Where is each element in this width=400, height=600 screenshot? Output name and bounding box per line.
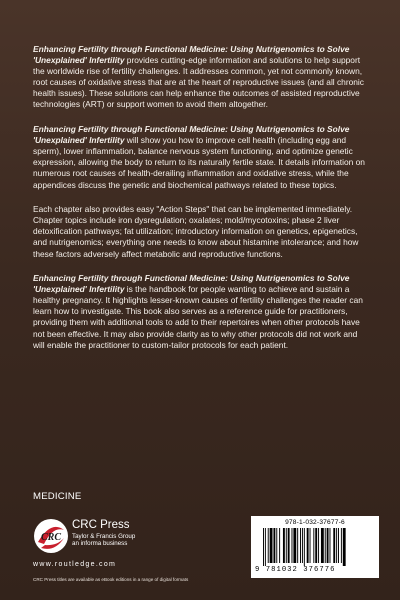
isbn-digits: 9 781032 376776 xyxy=(255,566,336,574)
publisher-group-line-2: an informa business xyxy=(72,540,128,548)
barcode-bar xyxy=(325,528,326,563)
crc-press-logo-icon xyxy=(33,518,69,554)
book-title-emphasis: Enhancing Fertility through Functional Medicine: Using Nutrigenomics to Solve 'Unexplained' Infertility xyxy=(33,124,350,146)
blurb-text xyxy=(33,44,371,364)
barcode-bar xyxy=(265,528,266,566)
barcode-bar xyxy=(304,528,305,566)
blurb-body: provides cutting-edge information and solutions to help support the worldwide rise of fertility challenges. It addresses common, yet not commonly known, root causes of oxidative stress that are at the heart of reproductive issues (and all chronic health issues). These solutions can help enhance the outcomes of assisted reproductive technologies (ART) or support women to avoid them altogether. xyxy=(33,55,364,110)
barcode-bar xyxy=(297,528,298,563)
barcode-bar xyxy=(310,528,311,563)
category-label: MEDICINE xyxy=(33,491,82,502)
blurb-paragraph-2 xyxy=(33,124,371,191)
crc-logo-text: CRC xyxy=(40,532,62,543)
barcode-bars xyxy=(261,528,369,566)
publisher-block xyxy=(33,516,233,566)
barcode-bar xyxy=(276,528,277,563)
barcode-bar xyxy=(283,528,285,563)
barcode-bar xyxy=(270,528,273,563)
blurb-paragraph-4 xyxy=(33,273,371,351)
publisher-group xyxy=(72,533,135,547)
barcode-bar xyxy=(341,528,342,563)
barcode-bar xyxy=(292,528,293,563)
barcode-bar xyxy=(315,528,317,563)
blurb-paragraph-3 xyxy=(33,204,371,259)
barcode-bar xyxy=(321,528,324,563)
publisher-group-line-1: Taylor & Francis Group xyxy=(72,533,136,540)
blurb-body: Each chapter also provides easy "Action Steps" that can be implemented immediately. Chapter topics include iron dysregulation; oxalates; mold/mycotoxins; phase 2 liver detoxification pathways; fat utilization; introductory information on genetics, epigenetics, and nutrigenomics; everything one needs to know about histamine intolerance; and how these factors adversely affect metabolic and reproductive functions. xyxy=(33,204,359,259)
book-title-emphasis: Enhancing Fertility through Functional Medicine: Using Nutrigenomics to Solve 'Unexplained' Infertility xyxy=(33,273,350,295)
barcode-bar xyxy=(288,528,290,563)
barcode-bar xyxy=(313,528,314,563)
book-title-emphasis: Enhancing Fertility through Functional Medicine: Using Nutrigenomics to Solve 'Unexplained' Infertility xyxy=(33,44,350,66)
barcode-bar xyxy=(273,528,275,563)
barcode-bar xyxy=(330,528,331,563)
barcode-bar xyxy=(286,528,287,563)
barcode-bar xyxy=(336,528,337,563)
barcode-bar xyxy=(268,528,269,563)
barcode-bar xyxy=(327,528,329,563)
blurb-paragraph-1 xyxy=(33,44,371,111)
ebook-note: CRC Press titles are available as eBook editions in a range of digital formats xyxy=(33,577,189,582)
barcode-bar xyxy=(318,528,319,563)
publisher-name: CRC Press xyxy=(72,519,130,531)
isbn-barcode xyxy=(251,516,379,578)
barcode-bar xyxy=(307,528,309,563)
publisher-url: www.routledge.com xyxy=(33,561,117,568)
barcode-bar xyxy=(279,528,280,563)
isbn-label: 978-1-032-37677-6 xyxy=(285,519,345,526)
barcode-bar xyxy=(263,528,264,566)
blurb-body: is the handbook for people wanting to achieve and sustain a healthy pregnancy. It highlights lesser-known causes of fertility challenges the reader can learn how to investigate. This book also serves as a reference guide for practitioners, providing them with additional tools to add to their repertoires when other protocols have not been effective. It may also provide clarity as to why other protocols did not work and will enable the practitioner to custom-tailor protocols for each patient. xyxy=(33,284,363,350)
barcode-bar xyxy=(300,528,301,563)
barcode-bar xyxy=(293,528,296,563)
barcode-bar xyxy=(302,528,303,563)
barcode-bar xyxy=(343,528,346,566)
blurb-body: will show you how to improve cell health (including egg and sperm), lower inflammation, balance nervous system functioning, and optimize genetic expression, allowing the body to return to its naturally fertile state. It details information on numerous root causes of health-derailing inflammation and oxidative stress, while the appendices discuss the genetic and biochemical pathways related to these topics. xyxy=(33,135,365,190)
barcode-bar xyxy=(338,528,339,563)
barcode-bar xyxy=(333,528,335,563)
